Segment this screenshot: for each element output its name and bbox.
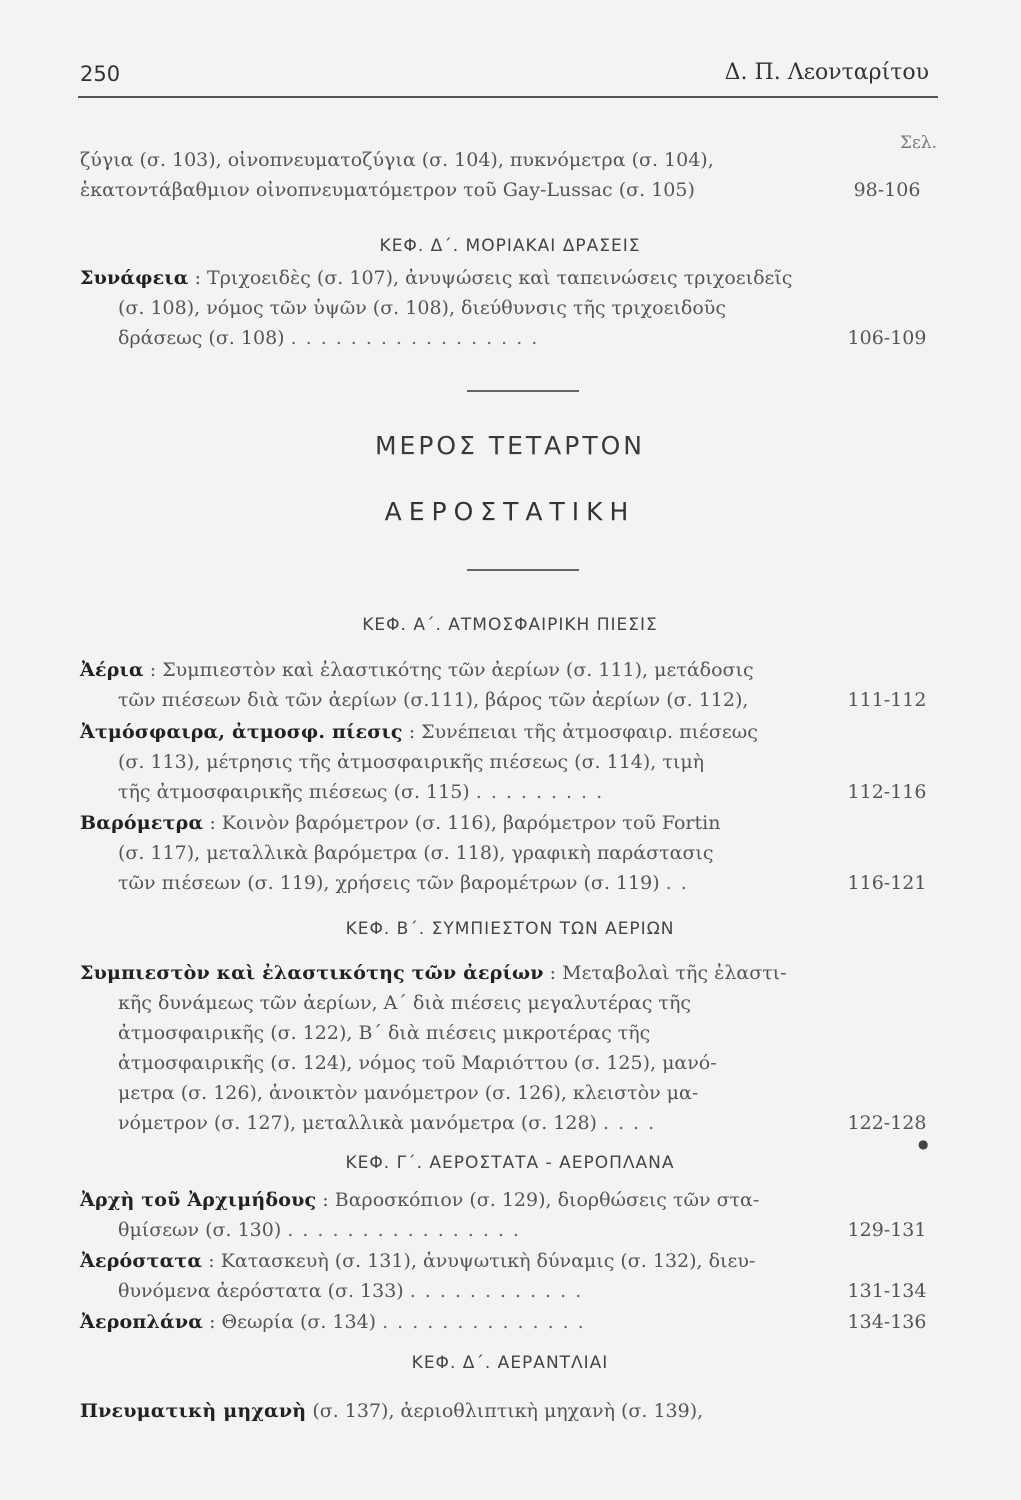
page-range: 131-134: [847, 1280, 927, 1302]
page-range: 106-109: [847, 327, 927, 349]
entry-line: κῆς δυνάμεως τῶν ἀερίων, Α΄ διὰ πιέσεις μεγαλυτέρας τῆς: [118, 992, 691, 1014]
divider-rule: [467, 390, 579, 392]
leader-dots: .........: [475, 781, 612, 803]
toc-entry-barometra: Βαρόμετρα : Κοινὸν βαρόμετρον (σ. 116), βαρόμετρον τοῦ Fortin (σ. 117), μεταλλικὰ βαρόμετρα (σ. 118), γραφικὴ παράστασις τῶν πιέσεων (σ. 119), χρήσεις τῶν βαρομέτρων (σ. 119) .. 116-121: [80, 808, 940, 898]
leader-dots: ................: [287, 1219, 528, 1241]
leader-dots: ..: [665, 872, 696, 894]
page-range: 122-128: [847, 1112, 927, 1134]
toc-entry-compressibility: Συμπιεστὸν καὶ ἐλαστικότης τῶν ἀερίων : Μεταβολαὶ τῆς ἐλαστι- κῆς δυνάμεως τῶν ἀερίων, Α΄ διὰ πιέσεις μεγαλυτέρας τῆς ἀτμοσφαιρικῆς (σ. 122), Β΄ διὰ πιέσεις μικροτέρας τῆς ἀτμοσφαιρικῆς (σ. 124), νόμος τοῦ Μαριόττου (σ. 125), μανό- μετρα (σ. 126), ἀνοικτὸν μανόμετρον (σ. 126), κλειστὸν μα- νόμετρον (σ. 127), μεταλλικὰ μανόμετρα (σ. 128) .... 122-128: [80, 958, 940, 1138]
section-title: ΑΕΡΟΣΤΑΤΙΚΗ: [384, 497, 636, 526]
leader-dots: ............: [409, 1280, 591, 1302]
toc-entry-atmosphaira: Ἀτμόσφαιρα, ἀτμοσφ. πίεσις : Συνέπειαι τῆς ἀτμοσφαιρ. πιέσεως (σ. 113), μέτρησις τῆς ἀτμοσφαιρικῆς πιέσεως (σ. 114), τιμὴ τῆς ἀτμοσφαιρικῆς πιέσεως (σ. 115) ......... 112-116: [80, 717, 940, 807]
page-range: 129-131: [847, 1219, 927, 1241]
toc-entry-pneumatic-machine: Πνευματικὴ μηχανὴ (σ. 137), ἀεριοθλιπτικὴ μηχανὴ (σ. 139),: [80, 1400, 704, 1422]
entry-line: ζύγια (σ. 103), οἰνοπνευματοζύγια (σ. 104), πυκνόμετρα (σ. 104),: [80, 149, 714, 171]
entry-heading: Συνάφεια: [80, 267, 189, 289]
chapter-heading: ΚΕΦ. Β΄. ΣΥΜΠΙΕΣΤΟΝ ΤΩΝ ΑΕΡΙΩΝ: [345, 919, 675, 939]
pages-column-label: Σελ.: [899, 133, 937, 153]
entry-heading: Ἀεροπλάνα: [80, 1311, 204, 1333]
entry-line: ἀτμοσφαιρικῆς (σ. 124), νόμος τοῦ Μαριόττου (σ. 125), μανό-: [118, 1052, 717, 1074]
entry-heading: Ἀρχὴ τοῦ Ἀρχιμήδους: [80, 1189, 317, 1211]
divider-rule: [467, 569, 579, 571]
toc-entry-aeroplana: Ἀεροπλάνα : Θεωρία (σ. 134) .............. 134-136: [80, 1307, 940, 1337]
entry-line: ἑκατοντάβαθμιον οἰνοπνευματόμετρον τοῦ Gay-Lussac (σ. 105) 98-106: [80, 175, 940, 205]
part-title: ΜΕΡΟΣ ΤΕΤΑΡΤΟΝ: [374, 431, 646, 460]
toc-entry-aerostata: Ἀερόστατα : Κατασκευὴ (σ. 131), ἀνυψωτικὴ δύναμις (σ. 132), διευ- θυνόμενα ἀερόστατα (σ. 133) ............ 131-134: [80, 1246, 940, 1306]
entry-line: μετρα (σ. 126), ἀνοικτὸν μανόμετρον (σ. 126), κλειστὸν μα-: [118, 1082, 699, 1104]
entry-heading: Ἀερόστατα: [80, 1250, 203, 1272]
chapter-heading: ΚΕΦ. Δ΄. ΑΕΡΑΝΤΛΙΑΙ: [411, 1353, 609, 1373]
header-rule: [78, 96, 938, 98]
chapter-heading: ΚΕΦ. Α΄. ΑΤΜΟΣΦΑΙΡΙΚΗ ΠΙΕΣΙΣ: [362, 615, 658, 635]
toc-entry-hydrometers: [80, 145, 940, 205]
entry-heading: Ἀτμόσφαιρα, ἀτμοσφ. πίεσις: [80, 721, 403, 743]
leader-dots: ....: [603, 1112, 664, 1134]
page-range: 116-121: [847, 872, 927, 894]
chapter-heading: ΚΕΦ. Δ΄. ΜΟΡΙΑΚΑΙ ΔΡΑΣΕΙΣ: [379, 236, 641, 256]
toc-entry-synapheia: Συνάφεια : Τριχοειδὲς (σ. 107), ἀνυψώσεις καὶ ταπεινώσεις τριχοειδεῖς (σ. 108), νόμος τῶν ὑψῶν (σ. 108), διεύθυνσις τῆς τριχοειδοῦς δράσεως (σ. 108) ................. 106-109: [80, 263, 940, 353]
page-number: 250: [80, 62, 121, 86]
entry-line: (σ. 113), μέτρησις τῆς ἀτμοσφαιρικῆς πιέσεως (σ. 114), τιμὴ: [118, 751, 705, 773]
toc-entry-aeria: Ἀέρια : Συμπιεστὸν καὶ ἐλαστικότης τῶν ἀερίων (σ. 111), μετάδοσις τῶν πιέσεων διὰ τῶν ἀερίων (σ.111), βάρος τῶν ἀερίων (σ. 112), 111-112: [80, 655, 940, 715]
page-range: 112-116: [847, 781, 927, 803]
ink-mark: ●: [918, 1137, 929, 1151]
entry-heading: Ἀέρια: [80, 659, 144, 681]
entry-line: ἀτμοσφαιρικῆς (σ. 122), Β΄ διὰ πιέσεις μικροτέρας τῆς: [118, 1022, 651, 1044]
page-range: 134-136: [847, 1311, 927, 1333]
entry-line: (σ. 108), νόμος τῶν ὑψῶν (σ. 108), διεύθυνσις τῆς τριχοειδοῦς: [118, 297, 726, 319]
running-header-author: Δ. Π. Λεονταρίτου: [724, 60, 929, 85]
chapter-heading: ΚΕΦ. Γ΄. ΑΕΡΟΣΤΑΤΑ - ΑΕΡΟΠΛΑΝΑ: [345, 1153, 675, 1173]
leader-dots: ..............: [382, 1311, 593, 1333]
entry-line: (σ. 117), μεταλλικὰ βαρόμετρα (σ. 118), γραφικὴ παράστασις: [118, 842, 714, 864]
entry-heading: Συμπιεστὸν καὶ ἐλαστικότης τῶν ἀερίων: [80, 962, 544, 984]
entry-heading: Βαρόμετρα: [80, 812, 204, 834]
entry-heading: Πνευματικὴ μηχανὴ: [80, 1400, 307, 1422]
page-range: 111-112: [847, 689, 927, 711]
toc-entry-archimedes: Ἀρχὴ τοῦ Ἀρχιμήδους : Βαροσκόπιον (σ. 129), διορθώσεις τῶν στα- θμίσεων (σ. 130) ................ 129-131: [80, 1185, 940, 1245]
page-range: 98-106: [853, 179, 921, 201]
leader-dots: .................: [290, 327, 547, 349]
